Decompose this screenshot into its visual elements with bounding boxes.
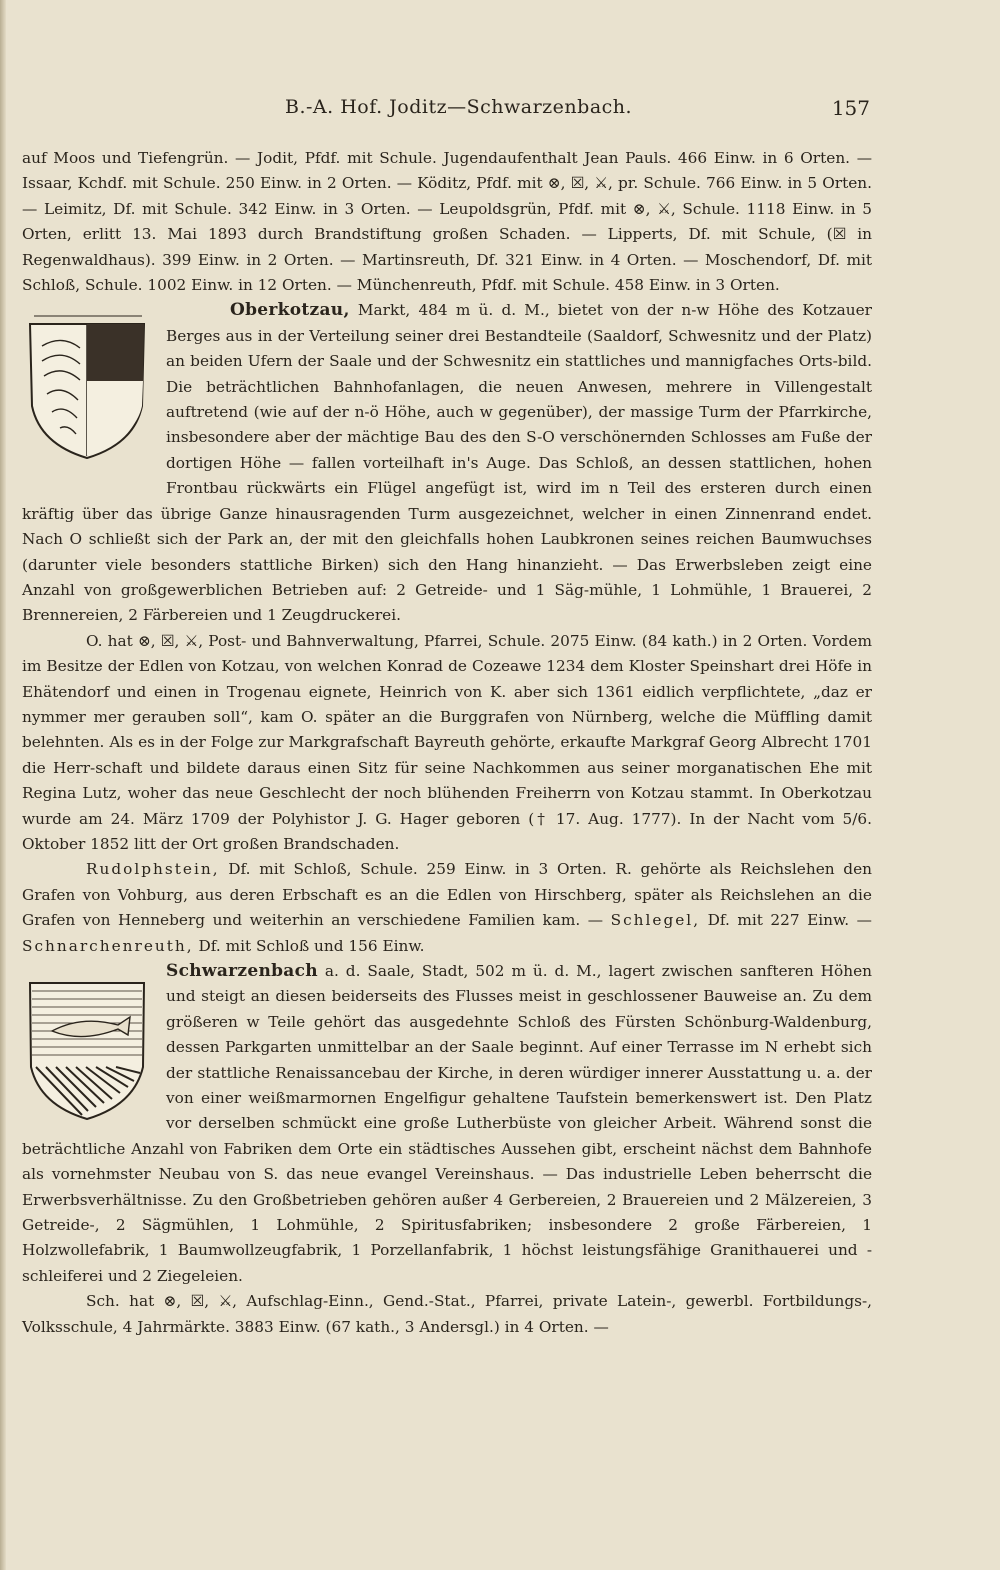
- running-header: [285, 96, 870, 126]
- paragraph-oberkotzau: [22, 298, 872, 628]
- oberkotzau-coat-of-arms: [22, 306, 152, 474]
- text-rudolphstein: Df. mit Schloß, Schule. 259 Einw. in 3 Orten. R. gehörte als Reichslehen den Grafen von Vohburg, aus deren Erbschaft es an die Edlen von Hirschberg, später als Reichslehen an die Grafen von Henneberg und weiterhin an verschiedene Familien kam. —: [22, 860, 872, 930]
- entry-heading-oberkotzau: Oberkotzau,: [230, 300, 350, 321]
- text-schlegel: Df. mit 227 Einw. —: [707, 911, 872, 930]
- entry-text-oberkotzau: Markt, 484 m ü. d. M., bietet von der n-w Höhe des Kotzauer Berges aus in der Verteilung seiner drei Bestandteile (Saaldorf, Schwesnitz und der Platz) an beiden Ufern der Saale und der Schwesnitz ein stattliches und mannigfaches Orts-bild. Die beträchtlichen Bahnhofanlagen, die neuen Anwesen, mehrere in Villengestalt auftretend (wie auf der n-ö Höhe, auch w gegenüber), der massige Turm der Pfarrkirche, insbesondere aber der mächtige Bau des den S-O verschönernden Schlosses am Fuße der dortigen Höhe — fallen vorteilhaft in's Auge. Das Schloß, an dessen stattlichen, hohen Frontbau rückwärts ein Flügel angefügt ist, wird im n Teil des ersteren durch einen kräftig über das übrige Ganze hinausragenden Turm ausgezeichnet, welcher in einen Zinnenrand endet. Nach O schließt sich der Park an, der mit den gleichfalls hohen Laubkronen seines reichen Baumwuchses (darunter viele besonders stattliche Birken) sich den Hang hinanzieht. — Das Erwerbsleben zeigt eine Anzahl von großgewerblichen Betrieben auf: 2 Getreide- und 1 Säg-mühle, 1 Lohmühle, 1 Brauerei, 2 Brennereien, 2 Färbereien und 1 Zeugdruckerei.: [22, 301, 872, 625]
- paragraph-oberkotzau-history: O. hat ⊗, ☒, ⚔, Post- und Bahnverwaltung, Pfarrei, Schule. 2075 Einw. (84 kath.) in 2 Orten. Vordem im Besitze der Edlen von Kotzau, von welchen Konrad de Cozeawe 1234 dem Kloster Speinshart drei Höfe in Ehätendorf und einen in Trogenau eignete, Heinrich von K. aber sich 1361 eidlich verpflichtete, „daz er nymmer mer gerauben soll“, kam O. später an die Burggrafen von Nürnberg, welche die Müffling damit belehnten. Als es in der Folge zur Markgrafschaft Bayreuth gehörte, erkaufte Markgraf Georg Albrecht 1701 die Herr-schaft und bildete daraus einen Sitz für seine Nachkommen aus seiner morganatischen Ehe mit Regina Lutz, woher das neue Geschlecht der noch blühenden Freiherrn von Kotzau stammt. In Oberkotzau wurde am 24. März 1709 der Polyhistor J. G. Hager geboren († 17. Aug. 1777). In der Nacht vom 5/6. Oktober 1852 litt der Ort großen Brandschaden.: [22, 631, 872, 853]
- entry-text-schwarzenbach: a. d. Saale, Stadt, 502 m ü. d. M., lagert zwischen sanfteren Höhen und steigt an diesen beiderseits des Flusses meist in geschlossener Bauweise an. Zu dem größeren w Teile gehört das ausgedehnte Schloß des Fürsten Schönburg-Waldenburg, dessen Parkgarten unmittelbar an der Saale beginnt. Auf einer Terrasse im N erhebt sich der stattliche Renaissancebau der Kirche, in deren würdiger innerer Ausstattung u. a. der von einer weißmarmornen Engelfigur gehaltene Taufstein bemerkenswert ist. Den Platz vor derselben schmückt eine große Lutherbüste von gleicher Arbeit. Während sonst die beträchtliche Anzahl von Fabriken dem Orte ein städtisches Aussehen gibt, erscheint nächst dem Bahnhofe als vornehmster Neubau von S. das neue evangel Vereinshaus. — Das industrielle Leben beherrscht die Erwerbsverhältnisse. Zu den Großbetrieben gehören außer 4 Gerbereien, 2 Brauereien und 2 Mälzereien, 3 Getreide-, 2 Sägmühlen, 1 Lohmühle, 2 Spiritusfabriken; insbesondere 2 große Färbereien, 1 Holzwollefabrik, 1 Baumwollzeugfabrik, 1 Porzellanfabrik, 1 höchst leistungsfähige Granithauerei und -schleiferei und 2 Ziegeleien.: [22, 962, 872, 1285]
- page-edge: [0, 0, 6, 1570]
- schwarzenbach-coat-of-arms: [22, 969, 152, 1129]
- paragraph-schwarzenbach: [22, 959, 872, 1289]
- page-number: 157: [831, 96, 870, 120]
- paragraph-towns-2: [22, 857, 872, 959]
- text-schnarchenreuth: Df. mit Schloß und 156 Einw.: [198, 936, 425, 955]
- page-body: [22, 146, 872, 1340]
- paragraph-towns-1: auf Moos und Tiefengrün. — Jodit, Pfdf. mit Schule. Jugendaufenthalt Jean Pauls. 466 Einw. in 6 Orten. — Issaar, Kchdf. mit Schule. 250 Einw. in 2 Orten. — Köditz, Pfdf. mit ⊗, ☒, ⚔, pr. Schule. 766 Einw. in 5 Orten. — Leimitz, Df. mit Schule. 342 Einw. in 3 Orten. — Leupoldsgrün, Pfdf. mit ⊗, ⚔, Schule. 1118 Einw. in 5 Orten, erlitt 13. Mai 1893 durch Brandstiftung großen Schaden. — Lipperts, Df. mit Schule, (☒ in Regenwaldhaus). 399 Einw. in 2 Orten. — Martinsreuth, Df. 321 Einw. in 4 Orten. — Moschendorf, Df. mit Schloß, Schule. 1002 Einw. in 12 Orten. — Münchenreuth, Pfdf. mit Schule. 458 Einw. in 3 Orten.: [22, 149, 872, 295]
- paragraph-schwarzenbach-facilities: Sch. hat ⊗, ☒, ⚔, Aufschlag-Einn., Gend.-Stat., Pfarrei, private Latein-, gewerbl. Fortbildungs-, Volksschule, 4 Jahrmärkte. 3883 Einw. (67 kath., 3 Andersgl.) in 4 Orten. —: [22, 1292, 872, 1336]
- header-title: B.-A. Hof. Joditz—Schwarzenbach.: [285, 96, 633, 118]
- entry-heading-schwarzenbach: Schwarzenbach: [166, 961, 318, 981]
- place-name-schlegel: Schlegel,: [610, 911, 701, 930]
- place-name-schnarchenreuth: Schnarchenreuth,: [22, 936, 194, 955]
- place-name-rudolphstein: Rudolphstein,: [86, 860, 220, 879]
